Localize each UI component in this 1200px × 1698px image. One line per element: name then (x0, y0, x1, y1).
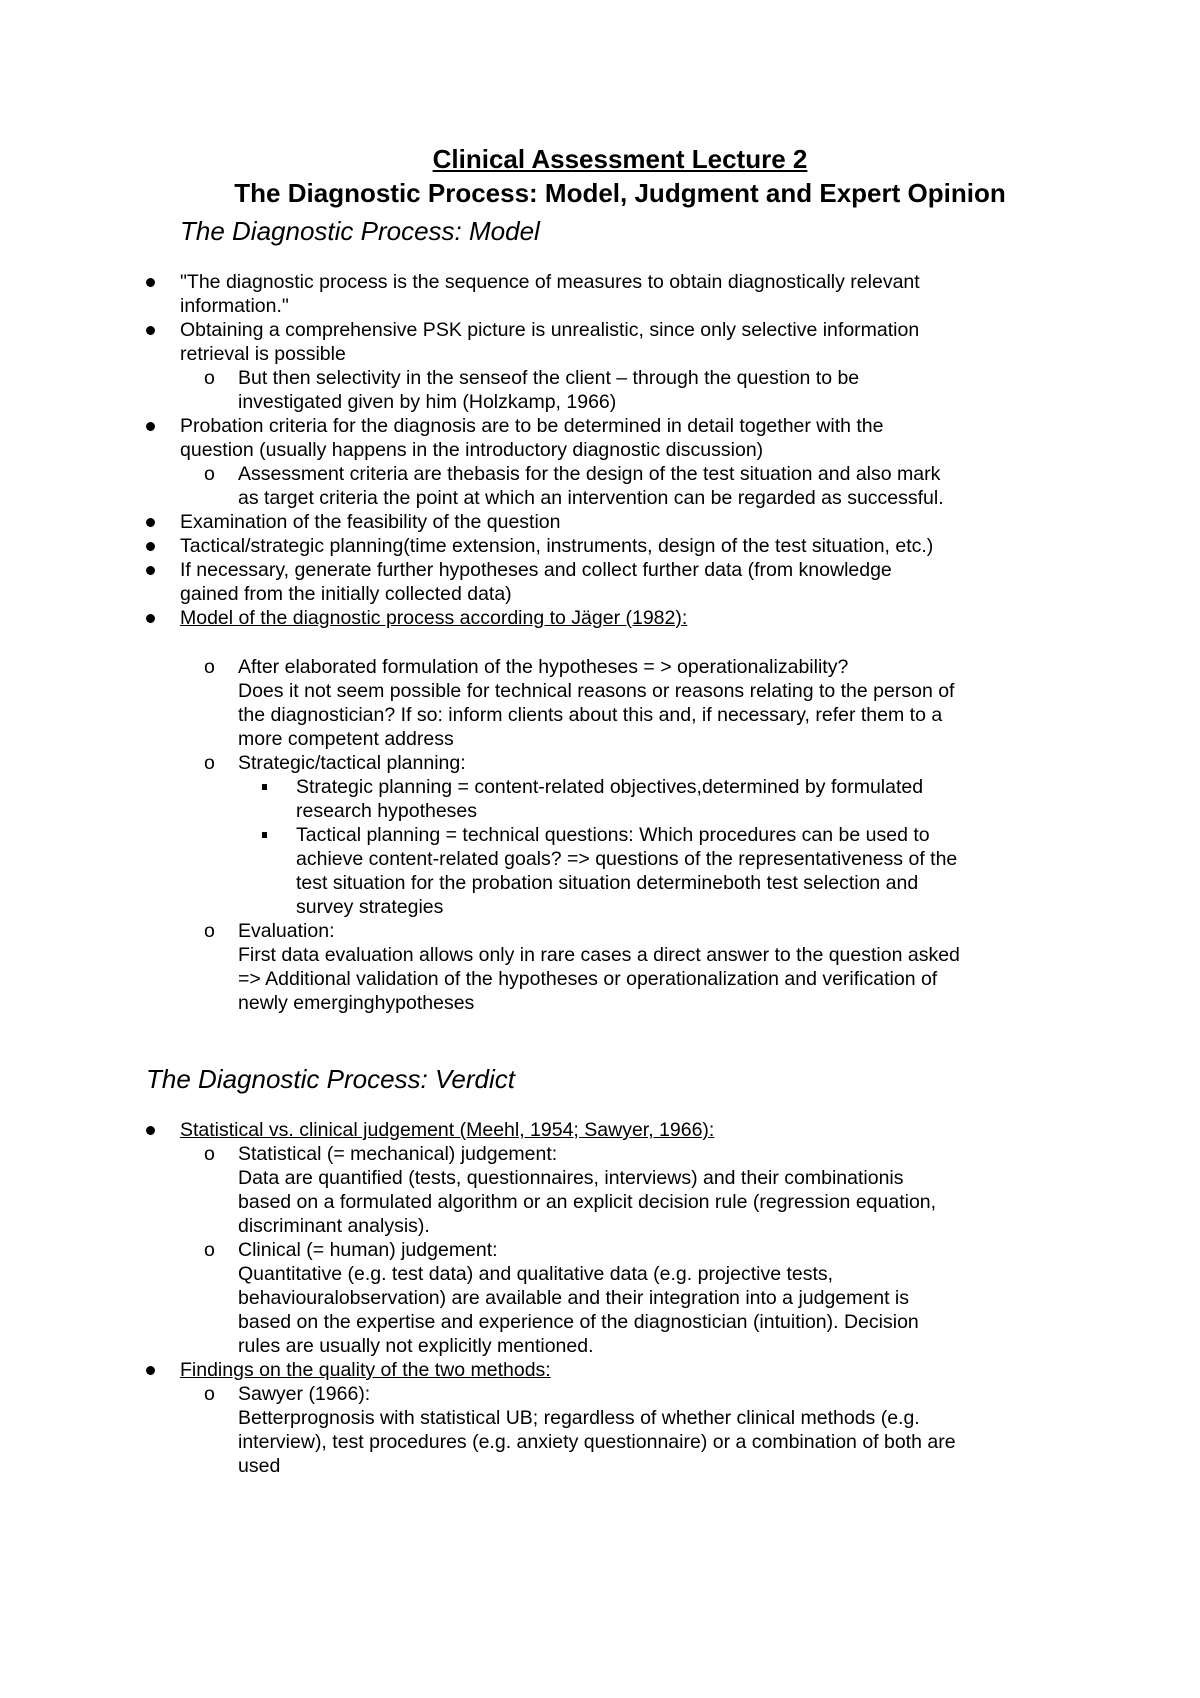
list-item-cont: discriminant analysis). (238, 1215, 430, 1237)
list-item-cont: Quantitative (e.g. test data) and qualitative data (e.g. projective tests, (238, 1263, 834, 1285)
list-item: Evaluation: (238, 920, 335, 942)
section-heading-model: The Diagnostic Process: Model (180, 216, 540, 246)
list-item-cont: Does it not seem possible for technical reasons or reasons relating to the person of (238, 680, 955, 702)
list-item: Clinical (= human) judgement: (238, 1239, 498, 1261)
bullet-o: o (204, 1383, 215, 1405)
list-item-cont: based on a formulated algorithm or an explicit decision rule (regression equation, (238, 1191, 937, 1213)
list-item-cont: investigated given by him (Holzkamp, 1966) (238, 391, 617, 413)
list-item-cont: achieve content-related goals? => questions of the representativeness of the (296, 848, 958, 870)
bullet-dot (146, 318, 156, 328)
bullet-dot (146, 558, 156, 568)
list-item-cont: retrieval is possible (180, 343, 346, 365)
bullet-o: o (204, 920, 215, 942)
section-heading-verdict: The Diagnostic Process: Verdict (146, 1064, 515, 1094)
list-item-underlined: Findings on the quality of the two methods: (180, 1359, 551, 1381)
list-item: Probation criteria for the diagnosis are to be determined in detail together with the (180, 415, 884, 437)
bullet-dot (146, 1358, 156, 1368)
list-item: Strategic planning = content-related objectives,determined by formulated (296, 776, 924, 798)
bullet-dot (146, 414, 156, 424)
list-item: Examination of the feasibility of the question (180, 511, 561, 533)
list-item-cont: Betterprognosis with statistical UB; regardless of whether clinical methods (e.g. (238, 1407, 920, 1429)
list-item: If necessary, generate further hypotheses and collect further data (from knowledge (180, 559, 892, 581)
bullet-o: o (204, 1143, 215, 1165)
bullet-dot (146, 606, 156, 616)
list-item-cont: used (238, 1455, 281, 1477)
list-item-cont: research hypotheses (296, 800, 478, 822)
list-item: Sawyer (1966): (238, 1383, 371, 1405)
list-item-cont: Data are quantified (tests, questionnaires, interviews) and their combinationis (238, 1167, 904, 1189)
bullet-dot (146, 270, 156, 280)
list-item-cont: newly emerginghypotheses (238, 992, 475, 1014)
list-item: After elaborated formulation of the hypotheses = > operationalizability? (238, 656, 849, 678)
list-item: But then selectivity in the senseof the client – through the question to be (238, 367, 860, 389)
list-item-cont: the diagnostician? If so: inform clients about this and, if necessary, refer them to a (238, 704, 943, 726)
list-item: Tactical planning = technical questions: Which procedures can be used to (296, 824, 930, 846)
list-item-cont: question (usually happens in the introductory diagnostic discussion) (180, 439, 764, 461)
list-item-cont: => Additional validation of the hypotheses or operationalization and verification of (238, 968, 938, 990)
bullet-o: o (204, 367, 215, 389)
list-item-underlined: Statistical vs. clinical judgement (Meehl, 1954; Sawyer, 1966): (180, 1119, 715, 1141)
list-item-cont: information." (180, 295, 289, 317)
document-subtitle: The Diagnostic Process: Model, Judgment and Expert Opinion (234, 178, 1006, 208)
bullet-dot (146, 1118, 156, 1128)
list-item: Statistical (= mechanical) judgement: (238, 1143, 558, 1165)
list-item: Strategic/tactical planning: (238, 752, 466, 774)
list-item-cont: survey strategies (296, 896, 444, 918)
list-item: Assessment criteria are thebasis for the design of the test situation and also mark (238, 463, 941, 485)
list-item: Obtaining a comprehensive PSK picture is unrealistic, since only selective information (180, 319, 920, 341)
bullet-dot (146, 534, 156, 544)
list-item-cont: based on the expertise and experience of the diagnostician (intuition). Decision (238, 1311, 919, 1333)
bullet-o: o (204, 1239, 215, 1261)
list-item-cont: behaviouralobservation) are available and their integration into a judgement is (238, 1287, 910, 1309)
document-title: Clinical Assessment Lecture 2 (432, 144, 808, 174)
list-item: "The diagnostic process is the sequence of measures to obtain diagnostically relevant (180, 271, 920, 293)
list-item: Tactical/strategic planning(time extension, instruments, design of the test situation, etc.) (180, 535, 934, 557)
list-item-underlined: Model of the diagnostic process according to Jäger (1982): (180, 607, 688, 629)
bullet-o: o (204, 752, 215, 774)
list-item-cont: rules are usually not explicitly mentioned. (238, 1335, 594, 1357)
list-item-cont: interview), test procedures (e.g. anxiety questionnaire) or a combination of both are (238, 1431, 956, 1453)
list-item-cont: test situation for the probation situation determineboth test selection and (296, 872, 919, 894)
list-item-cont: more competent address (238, 728, 454, 750)
bullet-o: o (204, 463, 215, 485)
list-item-cont: gained from the initially collected data) (180, 583, 512, 605)
list-item-cont: as target criteria the point at which an intervention can be regarded as successful. (238, 487, 944, 509)
bullet-o: o (204, 656, 215, 678)
bullet-dot (146, 510, 156, 520)
list-item-cont: First data evaluation allows only in rare cases a direct answer to the question asked (238, 944, 960, 966)
